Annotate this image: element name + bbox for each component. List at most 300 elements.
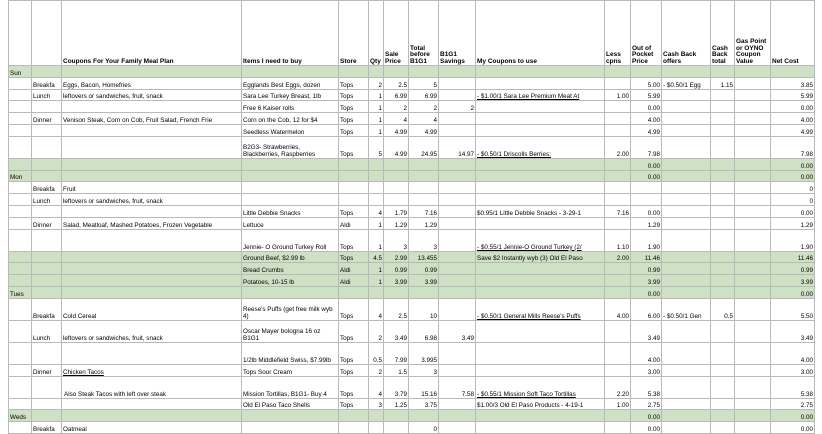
cell[interactable]: 0 — [409, 422, 439, 434]
cell[interactable]: 0.00 — [771, 286, 815, 298]
cell[interactable] — [9, 124, 32, 136]
cell[interactable]: 0.00 — [631, 205, 662, 217]
cell[interactable] — [439, 77, 476, 89]
cell[interactable] — [409, 286, 439, 298]
cell[interactable]: 0.00 — [631, 158, 662, 170]
cell[interactable] — [711, 376, 735, 398]
cell[interactable] — [735, 194, 771, 206]
cell[interactable]: - $0.55/1 Jennie-O Ground Turkey (2/ — [476, 229, 605, 251]
cell[interactable] — [662, 364, 711, 376]
cell[interactable]: 1.10 — [605, 229, 631, 251]
cell[interactable]: 3.49 — [384, 320, 409, 342]
cell[interactable]: 0.5 — [711, 298, 735, 320]
cell[interactable] — [711, 205, 735, 217]
cell[interactable] — [369, 182, 384, 194]
cell[interactable] — [242, 286, 339, 298]
cell[interactable]: 1.00 — [605, 398, 631, 410]
cell[interactable] — [439, 342, 476, 364]
cell[interactable] — [735, 217, 771, 229]
cell[interactable] — [32, 275, 62, 287]
cell[interactable]: Chicken Tacos — [62, 364, 242, 376]
header-cell[interactable] — [9, 1, 32, 66]
cell[interactable] — [711, 194, 735, 206]
cell[interactable]: 1 — [369, 113, 384, 125]
header-cell[interactable]: Cash Back offers — [662, 1, 711, 66]
cell[interactable] — [62, 229, 242, 251]
cell[interactable] — [439, 170, 476, 182]
cell[interactable]: 13.455 — [409, 251, 439, 263]
cell[interactable]: Breakfa — [32, 298, 62, 320]
cell[interactable]: 3.49 — [631, 320, 662, 342]
cell[interactable]: leftovers or sandwiches, fruit, snack — [62, 89, 242, 101]
cell[interactable]: Dinner — [32, 217, 62, 229]
cell[interactable] — [711, 263, 735, 275]
cell[interactable] — [9, 217, 32, 229]
cell[interactable] — [9, 398, 32, 410]
cell[interactable]: 3.99 — [631, 275, 662, 287]
cell[interactable] — [32, 251, 62, 263]
cell[interactable] — [242, 158, 339, 170]
cell[interactable] — [62, 251, 242, 263]
cell[interactable]: 1.29 — [384, 217, 409, 229]
cell[interactable]: 0.00 — [771, 170, 815, 182]
cell[interactable] — [476, 320, 605, 342]
cell[interactable] — [605, 263, 631, 275]
cell[interactable]: 1 — [369, 217, 384, 229]
cell[interactable]: Tops — [339, 364, 369, 376]
cell[interactable] — [439, 205, 476, 217]
cell[interactable] — [711, 286, 735, 298]
cell[interactable] — [662, 182, 711, 194]
header-cell[interactable]: Store — [339, 1, 369, 66]
cell[interactable] — [439, 286, 476, 298]
cell[interactable] — [62, 263, 242, 275]
cell[interactable]: 7.99 — [384, 342, 409, 364]
cell[interactable]: 4.00 — [605, 298, 631, 320]
cell[interactable] — [476, 286, 605, 298]
cell[interactable] — [409, 170, 439, 182]
cell[interactable]: Seedless Watermelon — [242, 124, 339, 136]
cell[interactable]: Lunch — [32, 89, 62, 101]
cell[interactable] — [476, 101, 605, 113]
cell[interactable]: - $0.50/1 Driscolls Berries; — [476, 136, 605, 158]
cell[interactable] — [711, 124, 735, 136]
cell[interactable]: 2.75 — [771, 398, 815, 410]
cell[interactable] — [439, 263, 476, 275]
cell[interactable] — [439, 182, 476, 194]
cell[interactable] — [605, 182, 631, 194]
cell[interactable]: Sara Lee Turkey Breast, 1lb — [242, 89, 339, 101]
cell[interactable]: Ground Beef, $2.99 lb — [242, 251, 339, 263]
cell[interactable]: Tops — [339, 124, 369, 136]
cell[interactable]: 1.90 — [631, 229, 662, 251]
cell[interactable] — [62, 398, 242, 410]
cell[interactable]: 0.99 — [409, 263, 439, 275]
cell[interactable]: 0.99 — [631, 263, 662, 275]
cell[interactable]: 4.99 — [384, 124, 409, 136]
cell[interactable] — [62, 286, 242, 298]
cell[interactable]: 1/2lb Middlefield Swiss, $7.99lb — [242, 342, 339, 364]
cell[interactable] — [476, 182, 605, 194]
cell[interactable] — [711, 251, 735, 263]
cell[interactable]: Tops — [339, 89, 369, 101]
cell[interactable]: 3.49 — [771, 320, 815, 342]
cell[interactable] — [9, 136, 32, 158]
cell[interactable]: Aldi — [339, 217, 369, 229]
cell[interactable]: 0.00 — [631, 422, 662, 434]
cell[interactable] — [242, 170, 339, 182]
cell[interactable] — [735, 113, 771, 125]
cell[interactable]: Mission Tortillas, B1G1- Buy 4 — [242, 376, 339, 398]
cell[interactable]: 7.58 — [439, 376, 476, 398]
cell[interactable]: 5.99 — [771, 89, 815, 101]
cell[interactable] — [476, 66, 605, 78]
cell[interactable]: - $1.00/1 Sara Lee Premium Meat At — [476, 89, 605, 101]
cell[interactable]: 11.46 — [631, 251, 662, 263]
cell[interactable]: Salad, Meatloaf, Mashed Potatoes, Frozen Vegetable — [62, 217, 242, 229]
cell[interactable]: 3 — [409, 364, 439, 376]
header-cell[interactable]: Coupons For Your Family Meal Plan — [62, 1, 242, 66]
cell[interactable] — [439, 194, 476, 206]
cell[interactable] — [711, 136, 735, 158]
cell[interactable] — [32, 158, 62, 170]
cell[interactable] — [32, 136, 62, 158]
cell[interactable] — [9, 298, 32, 320]
cell[interactable] — [439, 275, 476, 287]
cell[interactable] — [439, 298, 476, 320]
cell[interactable]: 1 — [369, 263, 384, 275]
cell[interactable]: 1 — [369, 229, 384, 251]
cell[interactable]: Eggs, Bacon, Homefries — [62, 77, 242, 89]
cell[interactable] — [62, 205, 242, 217]
cell[interactable]: 7.16 — [409, 205, 439, 217]
cell[interactable]: Bread Crumbs — [242, 263, 339, 275]
cell[interactable]: 6.99 — [409, 89, 439, 101]
cell[interactable] — [662, 66, 711, 78]
cell[interactable] — [735, 170, 771, 182]
cell[interactable]: Tops — [339, 298, 369, 320]
cell[interactable] — [735, 275, 771, 287]
cell[interactable] — [711, 398, 735, 410]
cell[interactable] — [242, 182, 339, 194]
cell[interactable]: Lunch — [32, 320, 62, 342]
cell[interactable]: Jennie- O Ground Turkey Roll — [242, 229, 339, 251]
cell[interactable]: Tops — [339, 205, 369, 217]
cell[interactable] — [605, 275, 631, 287]
cell[interactable]: 2.00 — [605, 251, 631, 263]
cell[interactable]: Corn on the Cob, 12 for $4 — [242, 113, 339, 125]
cell[interactable] — [32, 398, 62, 410]
cell[interactable] — [439, 113, 476, 125]
cell[interactable]: 7.16 — [605, 205, 631, 217]
cell[interactable]: 0 — [771, 194, 815, 206]
cell[interactable]: 3.75 — [409, 398, 439, 410]
cell[interactable] — [476, 124, 605, 136]
cell[interactable]: 11.46 — [771, 251, 815, 263]
cell[interactable] — [339, 422, 369, 434]
cell[interactable] — [409, 66, 439, 78]
cell[interactable] — [62, 124, 242, 136]
cell[interactable] — [711, 113, 735, 125]
cell[interactable] — [62, 342, 242, 364]
cell[interactable] — [662, 229, 711, 251]
cell[interactable]: 1 — [369, 124, 384, 136]
cell[interactable]: 1.00 — [605, 89, 631, 101]
cell[interactable] — [605, 342, 631, 364]
cell[interactable]: Potatoes, 10-15 lb — [242, 275, 339, 287]
cell[interactable] — [62, 275, 242, 287]
cell[interactable]: 4.5 — [369, 251, 384, 263]
cell[interactable] — [605, 66, 631, 78]
cell[interactable]: 1.29 — [631, 217, 662, 229]
cell[interactable] — [439, 422, 476, 434]
header-cell[interactable]: Net Cost — [771, 1, 815, 66]
cell[interactable] — [735, 205, 771, 217]
cell[interactable] — [631, 182, 662, 194]
cell[interactable]: 4.00 — [771, 342, 815, 364]
cell[interactable]: Tops Sour Cream — [242, 364, 339, 376]
cell[interactable]: 5.38 — [771, 376, 815, 398]
cell[interactable] — [662, 113, 711, 125]
cell[interactable] — [369, 286, 384, 298]
cell[interactable]: Tops — [339, 342, 369, 364]
cell[interactable] — [32, 263, 62, 275]
cell[interactable]: Dinner — [32, 113, 62, 125]
cell[interactable] — [735, 136, 771, 158]
cell[interactable] — [32, 342, 62, 364]
cell[interactable]: Dinner — [32, 364, 62, 376]
cell[interactable] — [9, 320, 32, 342]
cell[interactable]: 4.99 — [771, 124, 815, 136]
header-cell[interactable]: Total before B1G1 — [409, 1, 439, 66]
cell[interactable]: Breakfa — [32, 182, 62, 194]
cell[interactable] — [369, 410, 384, 422]
cell[interactable]: 4.00 — [631, 113, 662, 125]
cell[interactable] — [439, 217, 476, 229]
cell[interactable]: Venison Steak, Corn on Cob, Fruit Salad, French Frie — [62, 113, 242, 125]
cell[interactable] — [662, 89, 711, 101]
header-cell[interactable]: Less cpns — [605, 1, 631, 66]
cell[interactable] — [711, 342, 735, 364]
cell[interactable]: Aldi — [339, 275, 369, 287]
cell[interactable] — [711, 89, 735, 101]
cell[interactable]: 1.90 — [771, 229, 815, 251]
cell[interactable]: 14.97 — [439, 136, 476, 158]
cell[interactable] — [476, 263, 605, 275]
cell[interactable]: 0.00 — [771, 158, 815, 170]
cell[interactable]: 5.00 — [631, 77, 662, 89]
cell[interactable] — [735, 158, 771, 170]
cell[interactable]: leftovers or sandwiches, fruit, snack — [62, 194, 242, 206]
cell[interactable]: 5.38 — [631, 376, 662, 398]
cell[interactable]: - $0.50/1 General Mills Reese's Puffs — [476, 298, 605, 320]
cell[interactable]: 1 — [369, 101, 384, 113]
cell[interactable] — [735, 229, 771, 251]
cell[interactable]: 6.99 — [384, 89, 409, 101]
header-cell[interactable]: B1G1 Savings — [439, 1, 476, 66]
cell[interactable] — [369, 170, 384, 182]
cell[interactable] — [409, 194, 439, 206]
cell[interactable]: Tues — [9, 286, 32, 298]
cell[interactable] — [439, 89, 476, 101]
cell[interactable]: 1.29 — [409, 217, 439, 229]
cell[interactable] — [735, 182, 771, 194]
cell[interactable] — [384, 286, 409, 298]
cell[interactable] — [476, 342, 605, 364]
cell[interactable] — [62, 158, 242, 170]
cell[interactable]: 1.15 — [711, 77, 735, 89]
cell[interactable]: 3.00 — [631, 364, 662, 376]
cell[interactable] — [605, 77, 631, 89]
cell[interactable] — [339, 286, 369, 298]
cell[interactable] — [735, 89, 771, 101]
cell[interactable] — [32, 286, 62, 298]
cell[interactable] — [339, 158, 369, 170]
cell[interactable] — [735, 398, 771, 410]
cell[interactable] — [32, 376, 62, 398]
cell[interactable] — [439, 364, 476, 376]
cell[interactable] — [439, 398, 476, 410]
cell[interactable] — [605, 194, 631, 206]
cell[interactable] — [439, 251, 476, 263]
cell[interactable]: Breakfa — [32, 422, 62, 434]
cell[interactable]: 2.5 — [384, 298, 409, 320]
cell[interactable] — [735, 410, 771, 422]
cell[interactable] — [62, 101, 242, 113]
cell[interactable]: 5.50 — [771, 298, 815, 320]
cell[interactable]: 4.00 — [631, 342, 662, 364]
cell[interactable] — [735, 298, 771, 320]
cell[interactable] — [9, 229, 32, 251]
cell[interactable]: 7.98 — [771, 136, 815, 158]
cell[interactable] — [735, 263, 771, 275]
cell[interactable] — [662, 422, 711, 434]
cell[interactable]: Tops — [339, 376, 369, 398]
cell[interactable]: Tops — [339, 398, 369, 410]
cell[interactable] — [369, 158, 384, 170]
cell[interactable]: 4.00 — [771, 113, 815, 125]
cell[interactable]: 3 — [369, 398, 384, 410]
cell[interactable] — [9, 422, 32, 434]
cell[interactable] — [32, 124, 62, 136]
cell[interactable] — [605, 422, 631, 434]
cell[interactable] — [439, 158, 476, 170]
cell[interactable] — [62, 66, 242, 78]
cell[interactable]: 1.25 — [384, 398, 409, 410]
cell[interactable]: 6.98 — [409, 320, 439, 342]
cell[interactable] — [735, 364, 771, 376]
cell[interactable] — [476, 364, 605, 376]
cell[interactable] — [384, 158, 409, 170]
cell[interactable] — [662, 342, 711, 364]
cell[interactable] — [32, 205, 62, 217]
cell[interactable] — [9, 342, 32, 364]
cell[interactable]: 24.95 — [409, 136, 439, 158]
cell[interactable]: - $0.55/1 Mission Soft Taco Tortillas — [476, 376, 605, 398]
cell[interactable]: 5.99 — [631, 89, 662, 101]
cell[interactable] — [711, 170, 735, 182]
cell[interactable] — [605, 113, 631, 125]
cell[interactable] — [771, 66, 815, 78]
cell[interactable] — [605, 286, 631, 298]
cell[interactable] — [735, 124, 771, 136]
cell[interactable]: 4 — [384, 113, 409, 125]
cell[interactable] — [9, 263, 32, 275]
cell[interactable] — [711, 158, 735, 170]
cell[interactable]: Save $2 Instantly wyb (3) Old El Paso — [476, 251, 605, 263]
cell[interactable] — [735, 286, 771, 298]
cell[interactable]: 0.00 — [631, 170, 662, 182]
cell[interactable]: 2 — [369, 77, 384, 89]
cell[interactable]: Lettuce — [242, 217, 339, 229]
cell[interactable] — [409, 182, 439, 194]
cell[interactable] — [662, 158, 711, 170]
cell[interactable] — [384, 410, 409, 422]
cell[interactable]: 2 — [369, 364, 384, 376]
cell[interactable]: 1.79 — [384, 205, 409, 217]
cell[interactable] — [9, 251, 32, 263]
cell[interactable]: 5 — [409, 77, 439, 89]
cell[interactable] — [476, 113, 605, 125]
cell[interactable]: 2 — [384, 101, 409, 113]
cell[interactable] — [242, 66, 339, 78]
cell[interactable]: 1.29 — [771, 217, 815, 229]
cell[interactable] — [476, 217, 605, 229]
cell[interactable]: leftovers or sandwiches, fruit, snack — [62, 320, 242, 342]
cell[interactable]: 0.99 — [384, 263, 409, 275]
cell[interactable]: 3.99 — [771, 275, 815, 287]
cell[interactable]: 0.00 — [771, 422, 815, 434]
header-cell[interactable] — [32, 1, 62, 66]
cell[interactable]: - $0.50/1 Egg — [662, 77, 711, 89]
cell[interactable]: $1.00/3 Old El Paso Products - 4-19-1 — [476, 398, 605, 410]
spreadsheet-grid[interactable] — [8, 0, 815, 434]
cell[interactable] — [242, 410, 339, 422]
cell[interactable] — [662, 286, 711, 298]
cell[interactable] — [711, 320, 735, 342]
cell[interactable]: Tops — [339, 113, 369, 125]
cell[interactable]: 15.16 — [409, 376, 439, 398]
cell[interactable] — [711, 101, 735, 113]
cell[interactable] — [662, 410, 711, 422]
cell[interactable]: Aldi — [339, 263, 369, 275]
cell[interactable] — [439, 229, 476, 251]
cell[interactable] — [242, 194, 339, 206]
cell[interactable] — [605, 101, 631, 113]
cell[interactable]: 4.99 — [409, 124, 439, 136]
cell[interactable]: Tops — [339, 229, 369, 251]
cell[interactable]: Egglands Best Eggs, dozen — [242, 77, 339, 89]
cell[interactable] — [662, 376, 711, 398]
cell[interactable] — [662, 263, 711, 275]
cell[interactable]: Oatmeal — [62, 422, 242, 434]
cell[interactable] — [9, 89, 32, 101]
cell[interactable] — [711, 410, 735, 422]
cell[interactable]: 4 — [369, 298, 384, 320]
cell[interactable]: 10 — [409, 298, 439, 320]
cell[interactable]: B2G3- Strawberries, Blackberries, Raspberries — [242, 136, 339, 158]
cell[interactable] — [9, 364, 32, 376]
cell[interactable]: 0.00 — [631, 410, 662, 422]
cell[interactable] — [662, 101, 711, 113]
cell[interactable]: Tops — [339, 136, 369, 158]
cell[interactable] — [476, 422, 605, 434]
cell[interactable]: 4.99 — [631, 124, 662, 136]
cell[interactable] — [662, 124, 711, 136]
cell[interactable]: 0.00 — [631, 286, 662, 298]
cell[interactable] — [369, 194, 384, 206]
cell[interactable] — [605, 217, 631, 229]
